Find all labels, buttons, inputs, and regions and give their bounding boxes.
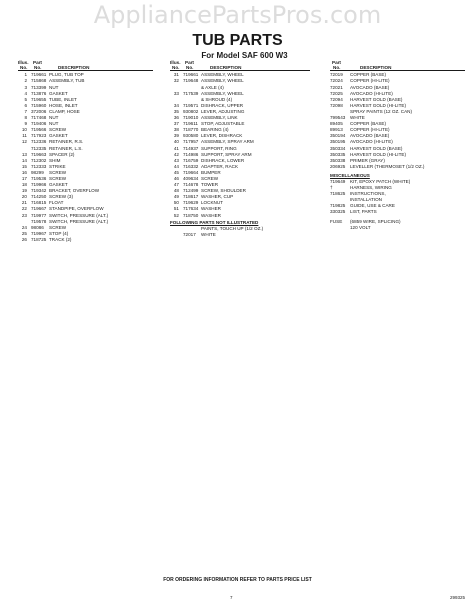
part-number: 718617: [183, 194, 199, 200]
part-number: 719966: [31, 182, 47, 188]
illus-number: 22: [21, 206, 27, 212]
illus-number: 23: [21, 212, 27, 218]
part-number: 714986: [183, 151, 199, 157]
illus-no-header: No.: [172, 65, 180, 71]
ordering-footer: FOR ORDERING INFORMATION REFER TO PARTS PRICE LIST: [163, 577, 312, 583]
part-description: GASKET: [49, 90, 68, 96]
part-description: ASSEMBLY, WHEEL: [201, 90, 244, 96]
part-description: 120 VOLT: [350, 224, 371, 230]
part-description: BRACKET, OVERFLOW: [49, 188, 100, 194]
part-description: AVOCADO (HI-LITE): [350, 139, 393, 145]
part-number: 713876: [31, 90, 47, 96]
part-description: WASHER: [201, 206, 221, 212]
part-description: TUBE, INLET: [49, 96, 77, 102]
illus-header-label: Illus.: [170, 60, 181, 65]
illus-number: 11: [22, 133, 27, 139]
part-description: RETAINER, L.S.: [49, 145, 83, 151]
part-description: & AXLE (4): [201, 84, 224, 90]
part-description: SCREW: [49, 224, 67, 230]
part-number: 350194: [330, 133, 346, 139]
part-description: ASSEMBLY, WHEEL: [201, 72, 244, 78]
part-description: HARVEST GOLD (BASE): [350, 96, 403, 102]
part-description: SCREW: [49, 169, 67, 175]
site-watermark: AppliancePartsPros.com: [0, 0, 475, 30]
part-number: 712499: [183, 188, 199, 194]
part-number: 717923: [31, 133, 47, 139]
part-number: 350334: [330, 145, 346, 151]
parts-list-3-misc: [330, 179, 465, 216]
parts-column-3: [330, 60, 465, 231]
part-description: HARVEST GOLD (BASE): [350, 145, 403, 151]
part-description: BEARING (4): [201, 127, 229, 133]
illus-number: 47: [173, 182, 179, 188]
illus-number: 7: [24, 108, 27, 114]
illus-number: 24: [21, 224, 27, 230]
part-description: LEVER, ADJUSTING: [201, 108, 245, 114]
part-number: 930580: [183, 133, 199, 139]
part-number: 713399: [31, 84, 47, 90]
illus-number: 39: [173, 133, 179, 139]
part-description: ASSEMBLY, LINK: [201, 115, 238, 121]
illus-no-header: No.: [20, 65, 28, 71]
part-description: STOP (4): [49, 230, 69, 236]
illus-number: 43: [173, 157, 179, 163]
illus-number: 9: [24, 121, 27, 127]
illus-number: 40: [173, 139, 179, 145]
part-number: 719977: [31, 212, 47, 218]
part-number: 72025: [330, 90, 343, 96]
part-number: 72098: [330, 102, 343, 108]
part-number: 72019: [330, 72, 343, 78]
part-number: 718725: [31, 236, 47, 242]
part-number: 717468: [31, 115, 47, 121]
part-description: ADAPTER, RACK: [201, 163, 239, 169]
illus-number: 15: [21, 163, 27, 169]
parts-row: [170, 213, 310, 219]
part-description: FLOAT: [49, 200, 64, 206]
illus-number: 17: [21, 175, 27, 181]
part-description: COPPER (BASE): [350, 121, 386, 127]
part-description: ASSEMBLY, SPRAY ARM: [201, 139, 254, 145]
illus-number: 52: [173, 212, 179, 218]
part-header-label: Part: [33, 60, 42, 65]
illus-number: 13: [21, 151, 27, 157]
illus-number: 1: [24, 72, 27, 78]
parts-column-1: [18, 60, 153, 243]
part-description: GUIDE, USE & CARE: [350, 203, 395, 209]
part-description: INSTALLATION: [350, 197, 382, 203]
part-number: 717957: [183, 139, 199, 145]
column-header: [18, 60, 153, 71]
part-description: WASHER: [201, 212, 221, 218]
part-number: 719571: [183, 102, 199, 108]
part-description: LIST, PARTS: [350, 209, 377, 215]
part-description: CLAMP, HOSE: [49, 108, 80, 114]
part-number: 719406: [31, 121, 47, 127]
illus-number: 19: [21, 188, 27, 194]
part-number: FUSE: [330, 218, 343, 224]
part-number: 718770: [183, 127, 199, 133]
illus-number: 36: [173, 115, 179, 121]
part-number: 718625: [330, 191, 346, 197]
parts-list-3: [330, 72, 465, 170]
illus-number: 37: [173, 121, 179, 127]
illus-number: 16: [21, 169, 27, 175]
illus-number: 51: [173, 206, 179, 212]
column-header: [170, 60, 310, 71]
illus-number: 21: [21, 200, 27, 206]
part-description: ASSEMBLY, WHEEL: [201, 78, 244, 84]
parts-row: [18, 237, 153, 243]
illus-number: 25: [21, 230, 27, 236]
description-header: DESCRIPTION: [58, 65, 90, 71]
part-description: GASKET: [49, 133, 68, 139]
part-number: 206925: [330, 163, 346, 169]
part-description: SCREW: [49, 127, 67, 133]
part-description: NUT: [49, 121, 59, 127]
part-description: HARNESS, WIRING: [350, 185, 392, 191]
part-number: 719967: [31, 230, 47, 236]
part-description: INSTRUCTIONS,: [350, 191, 386, 197]
illus-number: 44: [173, 163, 179, 169]
part-description: ASSEMBLY, TUB: [49, 78, 85, 84]
part-number: 719649: [330, 178, 346, 184]
illus-number: 33: [173, 90, 179, 96]
part-description: TOWER: [201, 182, 219, 188]
part-description: COPPER (HI-LITE): [350, 127, 390, 133]
part-description: RETAINER, R.S.: [49, 139, 84, 145]
illus-number: 42: [173, 151, 179, 157]
part-description: DISHRACK, UPPER: [201, 102, 244, 108]
illus-number: 50: [173, 200, 179, 206]
part-number: 719536: [31, 175, 47, 181]
part-number: 712336: [31, 139, 47, 145]
part-number: 715960: [31, 102, 47, 108]
parts-column-2: [170, 60, 310, 238]
misc-label: MISCELLANEOUS: [330, 172, 370, 178]
part-description: GASKET: [49, 182, 68, 188]
part-number: 330325: [330, 209, 346, 215]
document-code: 299325: [449, 595, 465, 600]
part-number: 350195: [330, 139, 346, 145]
illus-number: 48: [173, 188, 179, 194]
parts-list-2-tail: [170, 226, 310, 238]
description-header: DESCRIPTION: [210, 65, 242, 71]
part-number: †: [330, 185, 333, 191]
part-description: NUT: [49, 115, 59, 121]
part-number: 712333: [31, 163, 47, 169]
part-number: 98299: [31, 169, 44, 175]
part-description: AVOCADO (BASE): [350, 133, 390, 139]
illus-number: 35: [173, 108, 179, 114]
part-number: 72024: [330, 78, 343, 84]
part-number: 714250: [31, 194, 47, 200]
part-description: SCREW (3): [49, 194, 73, 200]
part-number: 717634: [183, 206, 199, 212]
part-number: 89405: [330, 121, 343, 127]
part-description: SCREW: [201, 175, 219, 181]
part-description: COPPER (HI-LITE): [350, 78, 390, 84]
part-number: 72021: [330, 84, 343, 90]
part-number: 719578: [31, 218, 47, 224]
part-description: BUMPER: [201, 169, 221, 175]
part-no-header: No.: [333, 65, 341, 71]
part-description: (6859 WIRE, SPLICING): [350, 218, 401, 224]
part-number: 719342: [31, 188, 47, 194]
illus-number: 12: [21, 139, 27, 145]
part-number: 350338: [330, 157, 346, 163]
part-description: & SHROUD (4): [201, 96, 233, 102]
part-number: 719664: [183, 169, 199, 175]
illus-number: 5: [24, 96, 27, 102]
fuse-row-2: [330, 225, 465, 231]
part-number: 719611: [183, 121, 198, 127]
illus-number: 18: [21, 182, 27, 188]
part-number: 714678: [183, 182, 199, 188]
part-description: HARVEST GOLD (HI-LITE): [350, 102, 406, 108]
part-description: SUPPORT, RING: [201, 145, 237, 151]
parts-row: [330, 164, 465, 170]
part-number: 717539: [183, 90, 199, 96]
part-description: STOP, ADJUSTABLE: [201, 121, 245, 127]
part-description: STRIKE: [49, 163, 66, 169]
part-number: 718750: [183, 212, 199, 218]
part-description: WASHER, CUP: [201, 194, 234, 200]
illus-number: 34: [173, 102, 179, 108]
part-number: 719661: [183, 72, 199, 78]
part-header-label: Part: [332, 60, 341, 65]
illus-number: 2: [24, 78, 27, 84]
part-number: 350335: [330, 151, 346, 157]
parts-row: [330, 209, 465, 215]
part-number: 799543: [330, 115, 346, 121]
part-number: 715868: [31, 78, 47, 84]
part-number: 72017: [183, 231, 196, 237]
not-illustrated-label: FOLLOWING PARTS NOT ILLUSTRATED: [170, 219, 259, 225]
illus-number: 3: [24, 84, 27, 90]
illus-number: 14: [21, 157, 27, 163]
part-number: 89913: [330, 127, 343, 133]
part-description: PLUG, TUB TOP: [49, 72, 84, 78]
part-description: SWITCH, PRESSURE (ALT.): [49, 218, 109, 224]
illus-number: 49: [173, 194, 179, 200]
part-description: SCREW: [49, 175, 67, 181]
part-description: LEVELLER (THERMOSET (1/2 OZ.): [350, 163, 425, 169]
part-number: 719655: [31, 96, 47, 102]
illus-number: 26: [21, 236, 27, 242]
part-description: AVOCADO (HI-LITE): [350, 90, 393, 96]
part-description: HARVEST GOLD (HI-LITE): [350, 151, 406, 157]
illus-number: 6: [24, 102, 27, 108]
part-number: 719661: [31, 72, 47, 78]
part-number: 72094: [330, 96, 343, 102]
part-header-label: Part: [185, 60, 194, 65]
page-title: TUB PARTS: [192, 32, 283, 49]
part-description: WHITE: [201, 231, 216, 237]
part-description: SCREW, SHOULDER: [201, 188, 246, 194]
part-number: 719663: [31, 151, 47, 157]
part-description: STANDPIPE, OVERFLOW: [49, 206, 104, 212]
part-description: SPACER (2): [49, 151, 75, 157]
part-description: LEVER, DISHRACK: [201, 133, 243, 139]
part-description: PAINTS, TOUCH UP (1/2 OZ.): [201, 225, 264, 231]
part-number: 98086: [31, 224, 44, 230]
part-number: 930802: [183, 108, 199, 114]
part-number: 714937: [183, 145, 199, 151]
part-description: KIT, EPOXY PATCH (WHITE): [350, 178, 411, 184]
part-description: SHIM: [49, 157, 61, 163]
illus-header-label: Illus.: [18, 60, 29, 65]
part-description: SUPPORT, SPRAY ARM: [201, 151, 252, 157]
part-no-header: No.: [186, 65, 194, 71]
part-no-header: No.: [34, 65, 42, 71]
part-description: SWITCH, PRESSURE (ALT.): [49, 212, 109, 218]
part-description: COPPER (BASE): [350, 72, 386, 78]
illus-number: 4: [24, 90, 27, 96]
part-description: WHITE: [350, 115, 365, 121]
part-number: 716815: [31, 200, 47, 206]
part-number: 372006: [31, 108, 47, 114]
part-number: 719010: [183, 115, 199, 121]
illus-number: 46: [173, 175, 179, 181]
part-description: TRACK (2): [49, 236, 72, 242]
page-number: 7: [230, 595, 233, 600]
illus-number: 20: [21, 194, 27, 200]
illus-number: 10: [21, 127, 27, 133]
part-number: 712335: [31, 145, 47, 151]
part-number: 719825: [330, 203, 346, 209]
part-number: 716759: [183, 157, 199, 163]
parts-list-1: [18, 72, 153, 243]
part-description: LOCKNUT: [201, 200, 223, 206]
column-header: [330, 60, 465, 71]
part-number: 719648: [183, 78, 199, 84]
illus-number: 45: [173, 169, 179, 175]
illus-number: 38: [173, 127, 179, 133]
part-description: NUT: [49, 84, 59, 90]
part-description: HOSE, INLET: [49, 102, 78, 108]
part-description: AVOCADO (BASE): [350, 84, 390, 90]
part-number: 712302: [31, 157, 47, 163]
part-number: 716332: [183, 163, 199, 169]
part-description: PRIMER (GRAY): [350, 157, 385, 163]
part-number: 719566: [31, 127, 47, 133]
parts-row: [170, 232, 310, 238]
description-header: DESCRIPTION: [360, 65, 392, 71]
illus-number: 31: [173, 72, 179, 78]
illus-number: 41: [173, 145, 179, 151]
parts-list-2: [170, 72, 310, 218]
part-number: 409634: [183, 175, 199, 181]
part-number: 719667: [31, 206, 47, 212]
illus-number: 8: [24, 115, 27, 121]
model-subtitle: For Model SAF 600 W3: [201, 51, 288, 60]
part-number: 719629: [183, 200, 199, 206]
part-description: DISHRACK, LOWER: [201, 157, 245, 163]
part-description: SPRAY PAINTS (12 OZ. CAN): [350, 108, 413, 114]
illus-number: 32: [173, 78, 179, 84]
